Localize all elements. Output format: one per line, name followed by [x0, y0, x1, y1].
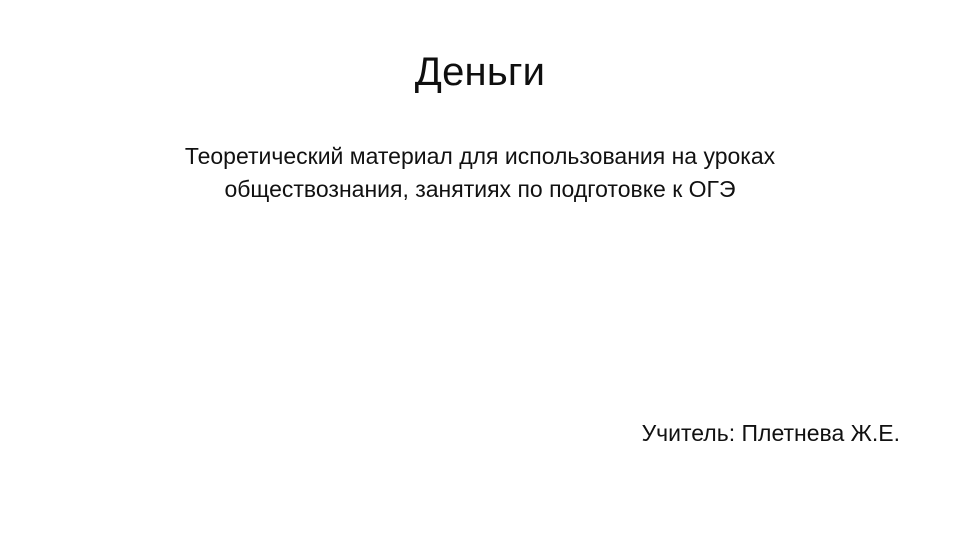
- slide-author: Учитель: Плетнева Ж.Е.: [641, 420, 900, 446]
- slide-subtitle: Теоретический материал для использования на уроках обществознания, занятиях по подготовке к ОГЭ: [184, 143, 776, 203]
- page-title: Деньги: [414, 50, 546, 94]
